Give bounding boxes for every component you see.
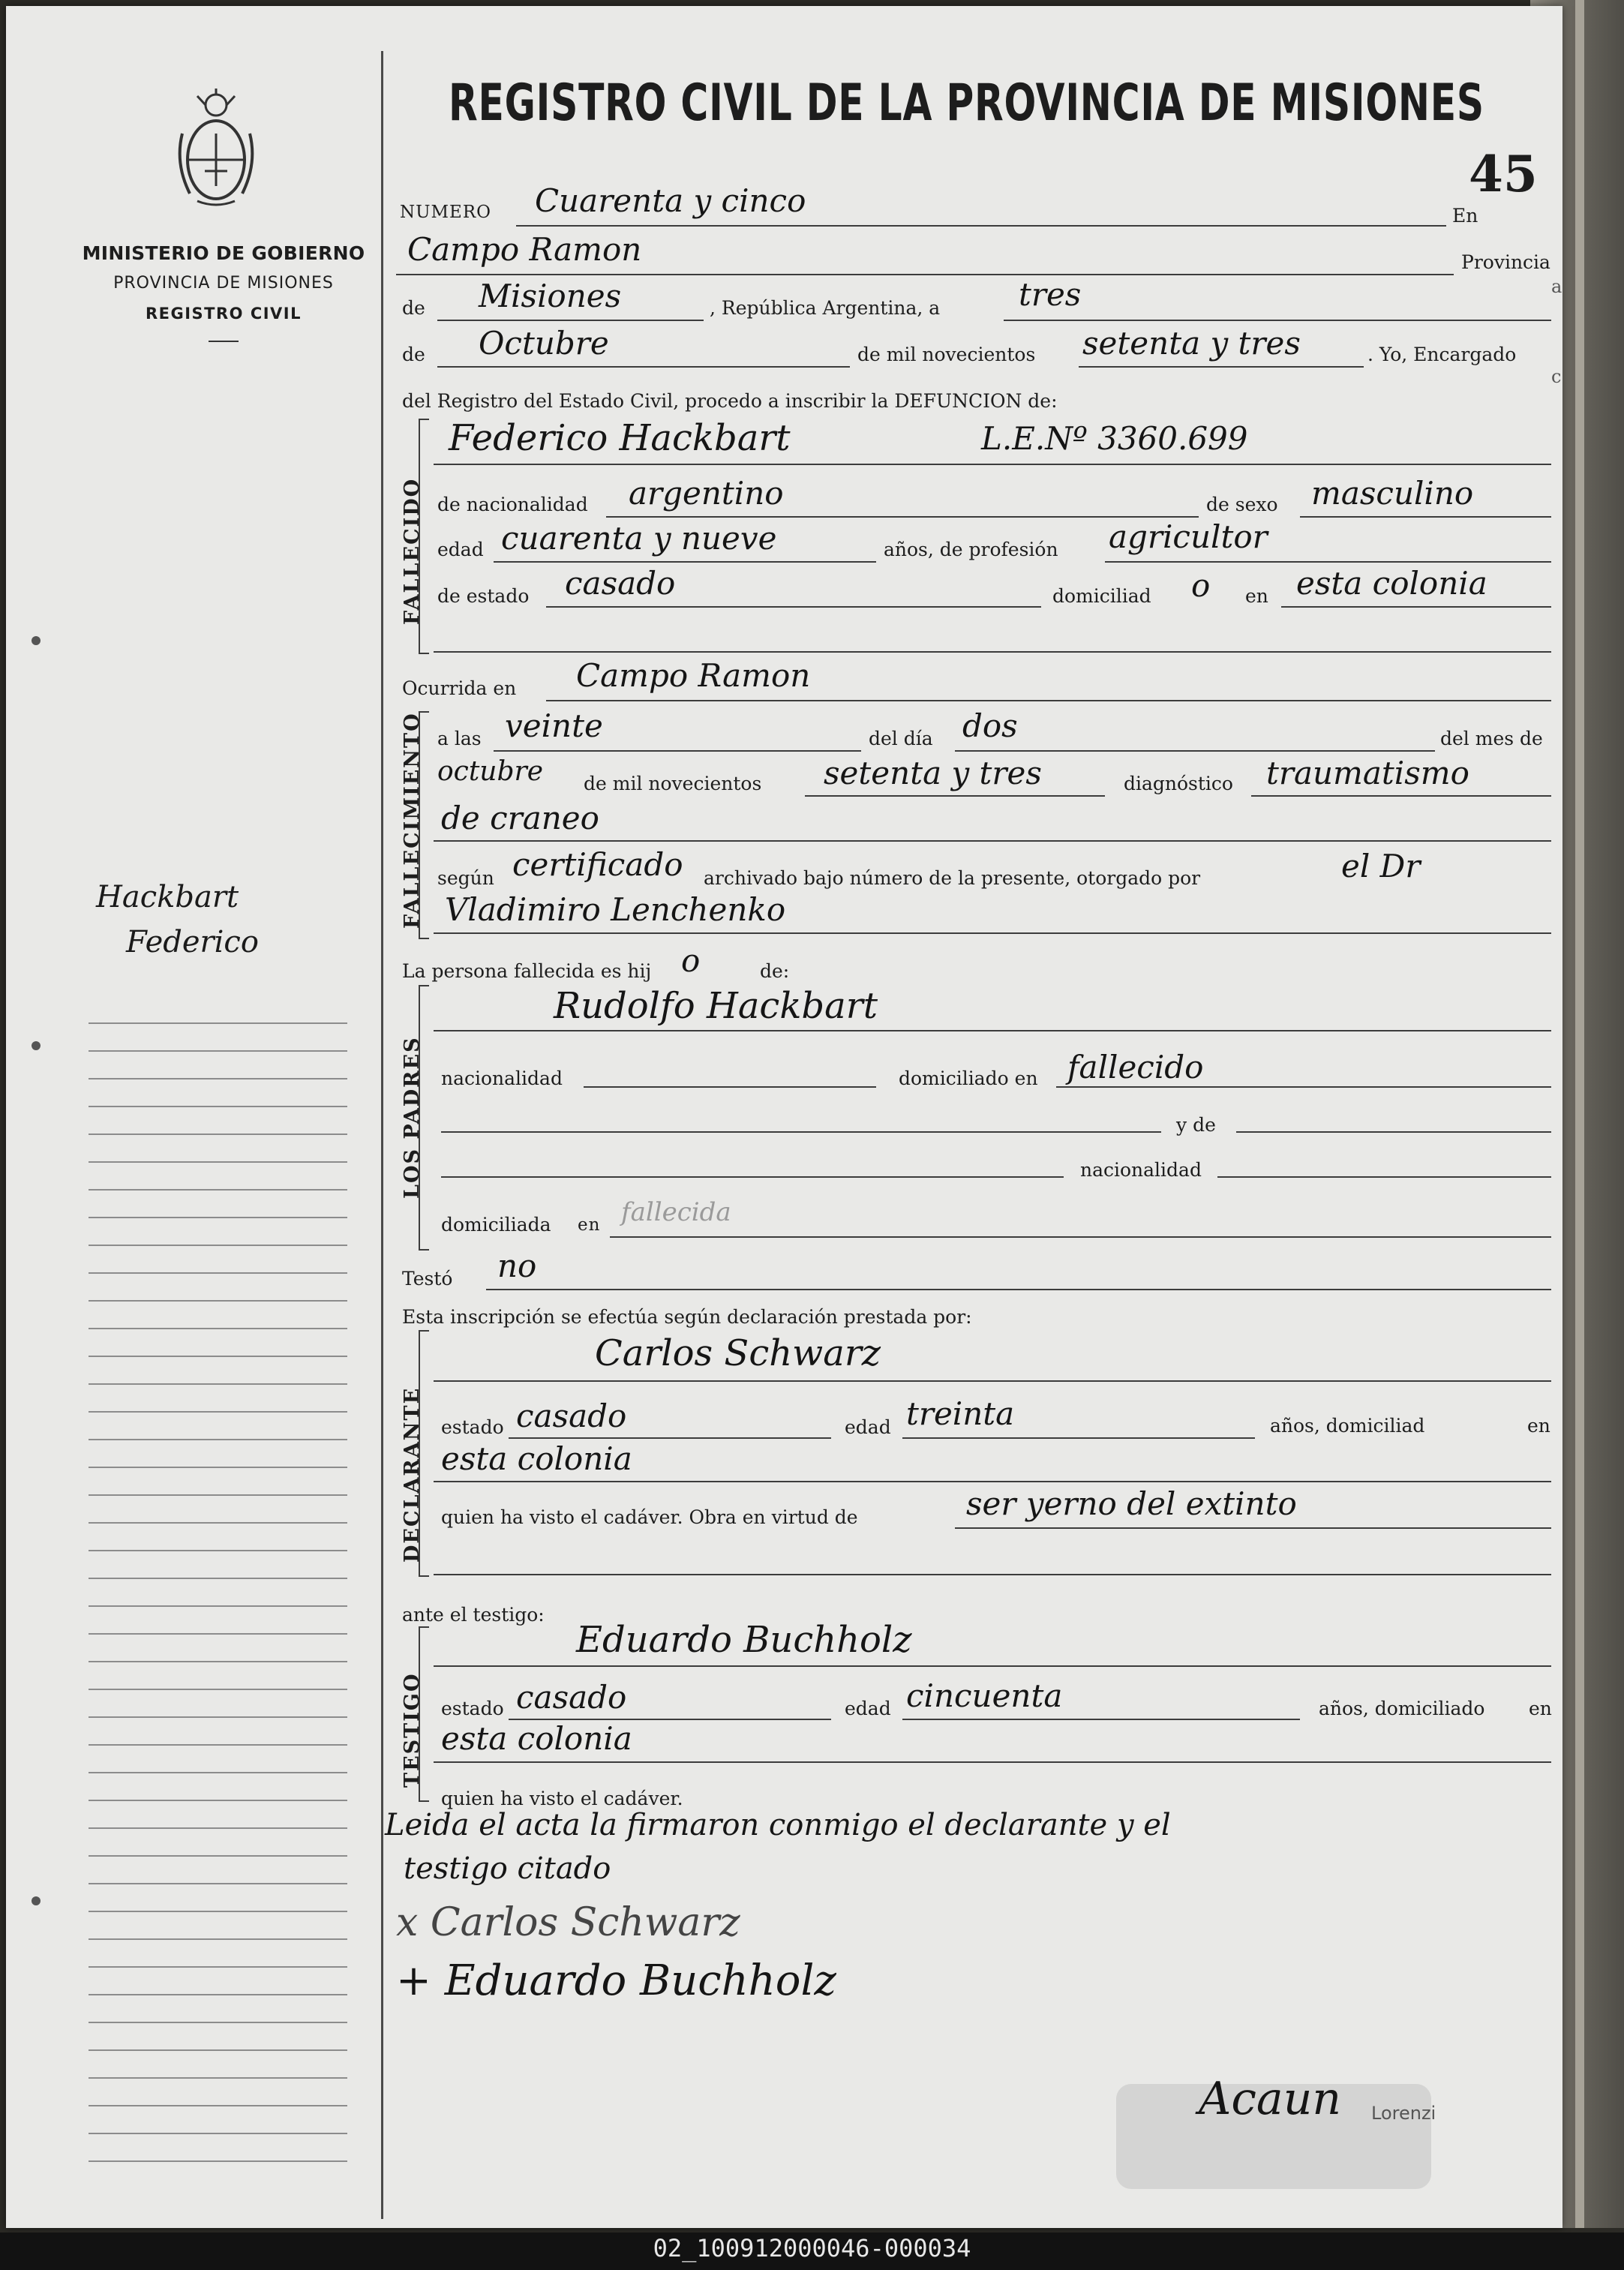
domiciliada-label: domiciliada [441,1214,551,1236]
domiciliad-suffix: o [1191,567,1211,604]
madre-extra-line [441,1176,1064,1178]
domicilio-line [1281,606,1551,608]
diagnostico-value: traumatismo [1266,755,1469,791]
declarante-edad-line [902,1437,1255,1439]
declarante-estado-value: casado [516,1398,627,1434]
anio-label: de mil novecientos [584,773,762,794]
declarante-en-label: en [1527,1415,1550,1437]
padres-section-label: LOS PADRES [401,1036,424,1199]
dia-value: dos [962,707,1018,744]
ministry-header [66,239,381,342]
testo-label: Testó [402,1268,453,1290]
testigo-domicilio-value: esta colonia [441,1720,632,1757]
en-label: En [1452,205,1478,227]
testigo-edad-label: edad [845,1698,891,1719]
intro-label: del Registro del Estado Civil, procedo a inscribir la DEFUNCION de: [402,390,1058,412]
anio-value: setenta y tres [824,755,1042,791]
month-value: Octubre [479,325,609,362]
sexo-value: masculino [1311,475,1474,512]
stamp-text: Lorenzi [1371,2103,1436,2124]
ocurrida-label: Ocurrida en [402,677,517,699]
official-signature: Acaun [1199,2073,1341,2125]
nacionalidad-label: de nacionalidad [437,494,588,515]
declarante-domicilio-value: esta colonia [441,1440,632,1477]
nacionalidad-value: argentino [629,475,784,512]
padre-name-line [434,1030,1551,1031]
estado-label: de estado [437,585,530,607]
anio-line [805,795,1105,797]
dia-line [955,750,1435,752]
domiciliada-line [610,1236,1551,1238]
testigo-section-label: TESTIGO [401,1672,424,1788]
medico-value: Vladimiro Lenchenko [445,891,786,928]
binder-stripe [1575,0,1584,2228]
fallecido-name-line [434,464,1551,465]
year-label: de mil novecientos [857,344,1036,365]
padre-nacionalidad-line [584,1086,876,1088]
archivado-label: archivado bajo número de la presente, otorgado por [704,867,1201,889]
fallecido-section-label: FALLECIDO [401,477,424,625]
de-label: de [402,297,425,319]
padre-name: Rudolfo Hackbart [554,985,878,1027]
domiciliada-en-label: en [578,1215,601,1235]
otorgado-value: el Dr [1341,848,1421,884]
fallecimiento-section-label: FALLECIMIENTO [401,712,424,929]
domicilio-value: esta colonia [1296,565,1487,602]
declarante-edad-label: edad [845,1416,891,1438]
punch-hole [32,1896,41,1905]
closing-line-1: Leida el acta la firmaron conmigo el declarante y el [385,1808,1171,1842]
place-line [396,274,1454,275]
edge-mark: c [1551,366,1562,387]
de-label-2: de [402,344,425,365]
edad-line [494,561,876,563]
del-dia-label: del día [869,728,933,749]
diagnostico-line [1251,795,1551,797]
signature-testigo: + Eduardo Buchholz [396,1956,836,2005]
ocurrida-value: Campo Ramon [576,657,811,694]
signature-declarante: x Carlos Schwarz [396,1900,740,1945]
testigo-estado-value: casado [516,1679,627,1716]
mes-value: octubre [437,756,544,787]
hora-value: veinte [505,707,603,744]
declarante-estado-label: estado [441,1416,504,1438]
margin-given-name: Federico [126,925,259,959]
place-value: Campo Ramon [407,231,642,268]
diagnostico-line-2 [434,840,1551,842]
testigo-en-label: en [1529,1698,1552,1719]
a-las-label: a las [437,728,482,749]
testo-value: no [497,1248,537,1284]
encargado-label: . Yo, Encargado [1367,344,1517,365]
image-caption: 02_100912000046-000034 [653,2234,971,2262]
closing-line-2: testigo citado [404,1851,611,1886]
declarante-name: Carlos Schwarz [595,1332,881,1374]
hijo-suffix: o [681,942,701,979]
ante-testigo-label: ante el testigo: [402,1604,545,1626]
ocurrida-line [546,700,1551,701]
domiciliado-label: domiciliado en [899,1067,1038,1089]
punch-hole [32,636,41,645]
ministry-name: MINISTERIO DE GOBIERNO [82,242,365,264]
hora-line [494,750,861,752]
document-page [6,6,1562,2228]
madre-nacionalidad-label: nacionalidad [1080,1159,1202,1181]
domiciliad-label: domiciliad [1052,585,1151,607]
sexo-line [1300,516,1551,518]
inscripcion-label: Esta inscripción se efectúa según declaración prestada por: [402,1306,972,1328]
fallecido-name: Federico Hackbart [449,417,791,459]
y-de-label: y de [1176,1114,1216,1136]
domiciliado-line [1056,1086,1551,1088]
segun-label: según [437,867,494,889]
margin-ruled-lines [89,996,347,2181]
declarante-virtud-line [955,1527,1551,1529]
padre-nacionalidad-label: nacionalidad [441,1067,563,1089]
fallecido-en-label: en [1245,585,1268,607]
provincia-label: Provincia [1461,251,1550,273]
record-number: 45 [1469,145,1538,203]
declarante-virtud-value: ser yerno del extinto [966,1485,1297,1522]
republica-label: , República Argentina, a [710,297,941,319]
madre-name-line [441,1131,1161,1133]
edad-value: cuarenta y nueve [501,520,777,557]
certificado-value: certificado [512,846,683,883]
estado-line [546,606,1041,608]
medico-line [434,932,1551,934]
profesion-label: años, de profesión [884,539,1058,560]
margin-surname: Hackbart [96,880,239,914]
padres-de-label: de: [760,960,790,982]
declarante-cadaver-label: quien ha visto el cadáver. Obra en virtud de [441,1506,858,1528]
edad-label: edad [437,539,484,560]
numero-label: NUMERO [400,203,492,222]
diagnostico-label: diagnóstico [1124,773,1233,794]
domiciliada-value: fallecida [621,1197,731,1227]
profesion-line [1105,561,1551,563]
sexo-label: de sexo [1206,494,1278,515]
day-value: tres [1019,276,1082,313]
estado-value: casado [565,565,676,602]
diagnostico-value-2: de craneo [441,800,599,836]
numero-line [516,225,1446,227]
day-line [1004,320,1551,321]
testigo-name-line [434,1665,1551,1667]
margin-divider [381,51,383,2219]
fallecido-document: L.E.Nº 3360.699 [981,420,1248,457]
declarante-estado-line [509,1437,831,1439]
punch-hole [32,1041,41,1050]
testigo-name: Eduardo Buchholz [576,1619,912,1661]
ministry-registry: REGISTRO CIVIL [145,305,302,323]
numero-value: Cuarenta y cinco [535,182,806,219]
testigo-domicilio-label: años, domiciliado [1319,1698,1485,1719]
ministry-divider [209,341,239,342]
profesion-value: agricultor [1109,518,1268,555]
coat-of-arms-icon [175,89,257,209]
testigo-edad-line [902,1719,1300,1720]
nacionalidad-line [606,516,1199,518]
testo-line [486,1289,1551,1290]
hijo-label: La persona fallecida es hij [402,960,652,982]
testigo-cadaver-label: quien ha visto el cadáver. [441,1788,683,1809]
testigo-estado-label: estado [441,1698,504,1719]
provincia-line [437,320,704,321]
fallecido-bottom-line [434,651,1551,653]
del-mes-label: del mes de [1440,728,1543,749]
declarante-domicilio-label: años, domiciliad [1270,1415,1425,1437]
madre-nacionalidad-line [1217,1176,1551,1178]
madre-name-line-2 [1236,1131,1551,1133]
provincia-value: Misiones [479,278,622,314]
year-line [1079,366,1364,368]
declarante-name-line [434,1380,1551,1382]
domiciliado-value: fallecido [1067,1049,1204,1085]
declarante-bottom-line [434,1574,1551,1575]
testigo-edad-value: cincuenta [906,1677,1063,1714]
declarante-section-label: DECLARANTE [401,1386,424,1563]
month-line [437,366,850,368]
ministry-province: PROVINCIA DE MISIONES [113,274,334,293]
declarante-domicilio-line [434,1481,1551,1482]
declarante-edad-value: treinta [906,1395,1015,1432]
testigo-domicilio-line [434,1761,1551,1763]
year-value: setenta y tres [1082,325,1301,362]
page-title: REGISTRO CIVIL DE LA PROVINCIA DE MISIONES [449,74,1484,133]
edge-mark: a [1551,276,1562,297]
